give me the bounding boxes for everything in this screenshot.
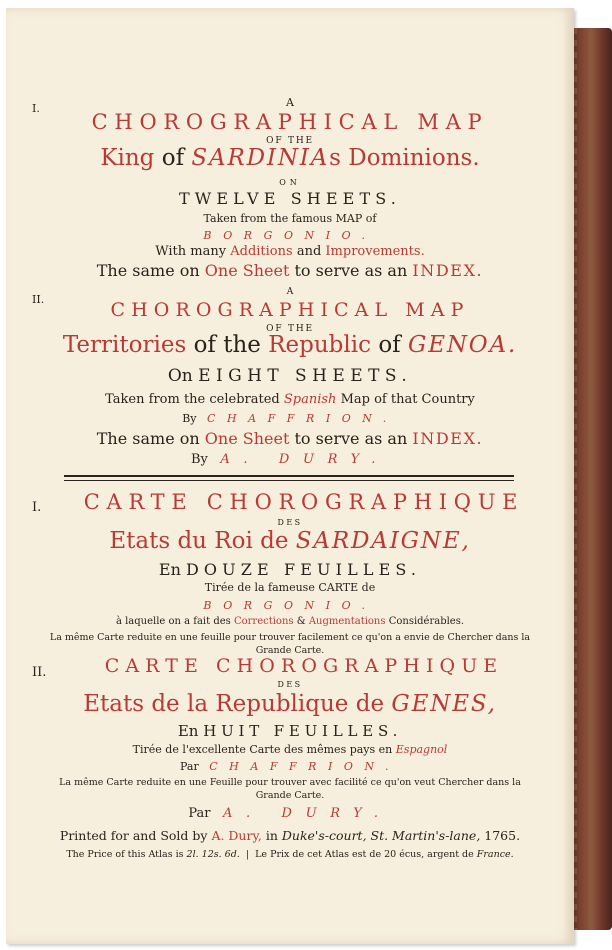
corrections-line — [6, 617, 574, 627]
considerables-word: Considérables. — [388, 616, 465, 627]
imprint-line — [6, 830, 574, 843]
dury-name: A. DURY. — [222, 806, 392, 821]
price-line — [6, 850, 574, 860]
index-word: INDEX. — [412, 429, 484, 448]
article-a: A — [286, 96, 294, 109]
note-line: La même Carte reduite en une feuille pour trouver facilement ce qu'on a envie de Chercher dans la — [49, 632, 531, 643]
section-numeral: II. — [32, 665, 47, 680]
des-caption: DES — [277, 518, 303, 527]
borgonio-name: BORGONIO. — [203, 599, 377, 612]
price-divider: | — [245, 849, 250, 860]
publisher-line — [6, 807, 574, 820]
eight-sheets-words: EIGHT SHEETS. — [198, 366, 413, 386]
augmentations-word: Augmentations — [308, 616, 386, 627]
source-line: Taken from the famous MAP of — [203, 212, 377, 225]
etats-words: Etats de la — [83, 691, 209, 717]
map-title: CHOROGRAPHICAL MAP — [110, 299, 470, 321]
carte-title: CARTE CHOROGRAPHIQUE — [83, 490, 525, 514]
publisher-line — [6, 453, 574, 466]
additions-line — [6, 245, 574, 258]
chaffrion-name: CHAFFRION. — [209, 760, 400, 773]
sheet-count — [6, 562, 574, 578]
country-words: Map of that Country — [340, 392, 475, 407]
corrections-word: Corrections — [233, 616, 294, 627]
dury-name: A. DURY. — [220, 452, 389, 467]
des-caption: DES — [277, 680, 303, 689]
dominion-title — [6, 147, 574, 170]
chaffrion-name: CHAFFRION. — [207, 412, 398, 425]
price-en-words: The Price of this Atlas is — [66, 849, 184, 860]
by-word: By — [182, 412, 197, 425]
of-word: of — [378, 332, 401, 358]
king-word: King — [100, 145, 155, 171]
index-line — [6, 431, 574, 447]
huit-feuilles-words: HUIT FEUILLES. — [203, 722, 403, 740]
same-on-words: The same on — [96, 429, 200, 448]
etats-title — [6, 693, 574, 716]
one-sheet-words: One Sheet — [204, 261, 290, 280]
price-fr-words: Le Prix de cet Atlas est de 20 écus, argent de — [255, 849, 474, 860]
note-line: Grande Carte. — [255, 645, 325, 656]
author-line — [6, 761, 574, 772]
by-word: By — [191, 452, 208, 467]
douze-feuilles-words: DOUZE FEUILLES. — [185, 560, 422, 579]
etats-title — [6, 530, 574, 553]
genoa-word: GENOA. — [408, 332, 518, 358]
france-word: France. — [476, 849, 514, 860]
en-word: En — [158, 560, 181, 579]
par-word: Par — [188, 806, 211, 821]
in-word: in — [265, 828, 278, 843]
par-word: Par — [179, 760, 199, 773]
index-word: INDEX. — [412, 261, 484, 280]
printed-words: Printed for and Sold by — [59, 828, 208, 843]
price-en-value: 2l. 12s. 6d. — [186, 849, 240, 860]
and-word: and — [296, 244, 322, 259]
note-line: Grande Carte. — [255, 790, 325, 801]
serve-words: to serve as an — [294, 261, 408, 280]
sardinia-word: SARDINIA — [191, 145, 330, 171]
imprint-dury: A. Dury, — [211, 828, 262, 843]
same-on-words: The same on — [96, 261, 200, 280]
spanish-word: Spanish — [283, 392, 337, 407]
on-word: On — [167, 366, 193, 386]
divider-rule — [64, 475, 514, 477]
carte-title: CARTE CHOROGRAPHIQUE — [104, 655, 504, 677]
espagnol-word: Espagnol — [395, 743, 448, 756]
tiree-words: Tirée de l'excellente Carte des mêmes pays en — [132, 743, 393, 756]
one-sheet-words: One Sheet — [204, 429, 290, 448]
note-line: La même Carte reduite en une Feuille pour trouver avec facilité ce qu'on veut Chercher dans la — [59, 777, 521, 788]
with-words: With many — [155, 244, 227, 259]
territories-title — [6, 334, 574, 357]
of-the-caption: OF THE — [266, 324, 314, 334]
source-line — [6, 744, 574, 755]
of-word: of — [161, 145, 185, 171]
republic-word: Republic — [268, 332, 371, 358]
map-title: CHOROGRAPHICAL MAP — [91, 110, 489, 134]
source-line: Tirée de la fameuse CARTE de — [204, 581, 376, 594]
improvements-word: Improvements. — [325, 244, 425, 259]
sheet-count — [6, 724, 574, 739]
author-line — [6, 413, 574, 424]
article-a: A — [286, 287, 294, 297]
territories-word: Territories — [62, 332, 187, 358]
sardaigne-word: SARDAIGNE, — [295, 528, 471, 554]
republique-word: Republique — [215, 691, 349, 717]
of-the-words: of the — [193, 332, 261, 358]
section-numeral: II. — [32, 293, 45, 306]
index-line — [6, 263, 574, 279]
taken-words: Taken from the celebrated — [105, 392, 280, 407]
imprint-year: 1765. — [484, 828, 521, 843]
sheet-count — [6, 368, 574, 385]
source-line — [6, 393, 574, 406]
additions-word: Additions — [230, 244, 293, 259]
laquelle-words: à laquelle on a fait des — [115, 616, 231, 627]
sheet-count: TWELVE SHEETS. — [179, 189, 401, 208]
ampersand: & — [296, 616, 306, 627]
borgonio-name: BORGONIO. — [203, 229, 377, 242]
of-the-caption: OF THE — [266, 136, 314, 146]
genes-word: GENES, — [391, 691, 497, 717]
section-numeral: I. — [32, 500, 42, 515]
serve-words: to serve as an — [294, 429, 408, 448]
title-page — [6, 8, 574, 944]
en-word: En — [177, 722, 199, 740]
dominions-word: s Dominions. — [329, 145, 480, 171]
address-words: Duke's-court, St. Martin's-lane, — [281, 828, 481, 843]
de-word: de — [355, 691, 385, 717]
divider-rule-thin — [64, 480, 514, 481]
section-numeral: I. — [32, 102, 40, 115]
etats-words: Etats du Roi de — [109, 528, 289, 554]
on-caption: ON — [279, 178, 301, 187]
